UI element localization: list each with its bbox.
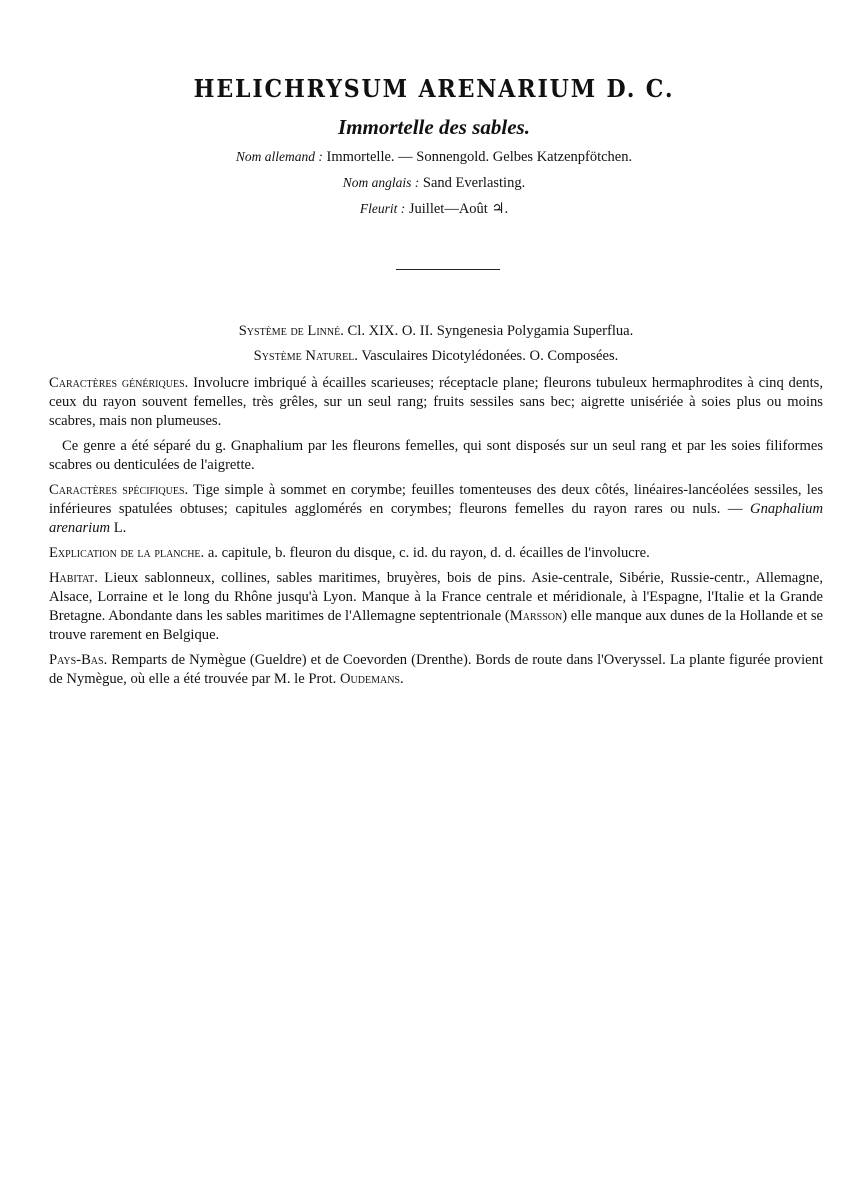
linne-text: Cl. XIX. O. II. Syngenesia Polygamia Superflua.: [347, 323, 634, 339]
page-subtitle: Immortelle des sables.: [338, 115, 530, 139]
naturel-text: Vasculaires Dicotylédonées. O. Composées.: [361, 348, 619, 364]
genus-note: [49, 437, 823, 475]
specific-characters: [49, 481, 823, 538]
english-name-label: Nom anglais :: [342, 175, 420, 190]
habitat-text-b: ) elle manque aux dunes de la Hollande et se trouve rarement en Belgique.: [49, 608, 823, 643]
synonym-author: L.: [113, 520, 127, 536]
paysbas-label: Pays-Bas.: [49, 652, 108, 668]
divider: [396, 269, 500, 270]
oudemans-name: Oudemans.: [339, 671, 404, 687]
flowering-line: [0, 201, 868, 218]
generic-text: Involucre imbriqué à écailles scarieuses; réceptacle plane; fleurons tubuleux hermaphrodites à cinq dents, ceux du rayon souvent femelles, très grêles, sur un seul rang; fruits sessiles sans bec; aigrette unisériée à soies plus ou moins scabres, mais non plumeuses.: [49, 375, 823, 429]
specific-text: Tige simple à sommet en corymbe; feuilles tomenteuses des deux côtés, linéaires-lancéolées sessiles, les inférieures spatulées obtuses; capitules agglomérés en corymbes; fleurons femelles du rayon rares ou nuls. —: [49, 482, 824, 517]
naturel-label: Système Naturel.: [253, 348, 358, 364]
german-name-value: Immortelle. — Sonnengold. Gelbes Katzenpfötchen.: [326, 149, 633, 165]
netherlands: [49, 651, 823, 689]
generic-characters: [49, 374, 823, 431]
plate-explanation: [49, 544, 823, 563]
habitat: [49, 569, 823, 645]
paysbas-text: Remparts de Nymègue (Gueldre) et de Coevorden (Drenthe). Bords de route dans l'Overyssel. La plante figurée provient de Nymègue, où elle a été trouvée par M. le Prot.: [49, 652, 824, 687]
genus-text: Ce genre a été séparé du g. Gnaphalium par les fleurons femelles, qui sont disposés sur un seul rang et par les soies filiformes scabres ou denticulées de l'aigrette.: [49, 438, 823, 473]
german-name-label: Nom allemand :: [235, 149, 323, 164]
marsson-name: Marsson: [509, 608, 563, 624]
english-name-line: [0, 175, 868, 192]
description-body: [49, 374, 823, 695]
explanation-text: a. capitule, b. fleuron du disque, c. id. du rayon, d. d. écailles de l'involucre.: [207, 545, 650, 561]
explanation-label: Explication de la planche.: [49, 545, 205, 561]
english-name-value: Sand Everlasting.: [422, 175, 526, 191]
generic-label: Caractères génériques.: [49, 375, 189, 391]
habitat-label: Habitat.: [49, 570, 98, 586]
linne-system: [49, 322, 823, 341]
specific-label: Caractères spécifiques.: [49, 482, 189, 498]
flowering-label: Fleurit :: [359, 201, 406, 216]
synonym: Gnaphalium arenarium: [49, 501, 823, 536]
flowering-value: Juillet—Août ♃.: [408, 201, 509, 217]
german-name-line: [0, 149, 868, 166]
linne-label: Système de Linné.: [238, 323, 344, 339]
habitat-text-a: Lieux sablonneux, collines, sables maritimes, bruyères, bois de pins. Asie-centrale, Sibérie, Russie-centr., Allemagne, Alsace, Lorraine et le long du Rhône jusqu'à Lyon. Manque à la France centrale et méridionale, à l'Espagne, l'Italie et la Grande Bretagne. Abondante dans les sables maritimes de l'Allemagne septentrionale (: [49, 570, 824, 624]
natural-system: [49, 347, 823, 366]
page-title: HELICHRYSUM ARENARIUM D. C.: [193, 74, 675, 103]
